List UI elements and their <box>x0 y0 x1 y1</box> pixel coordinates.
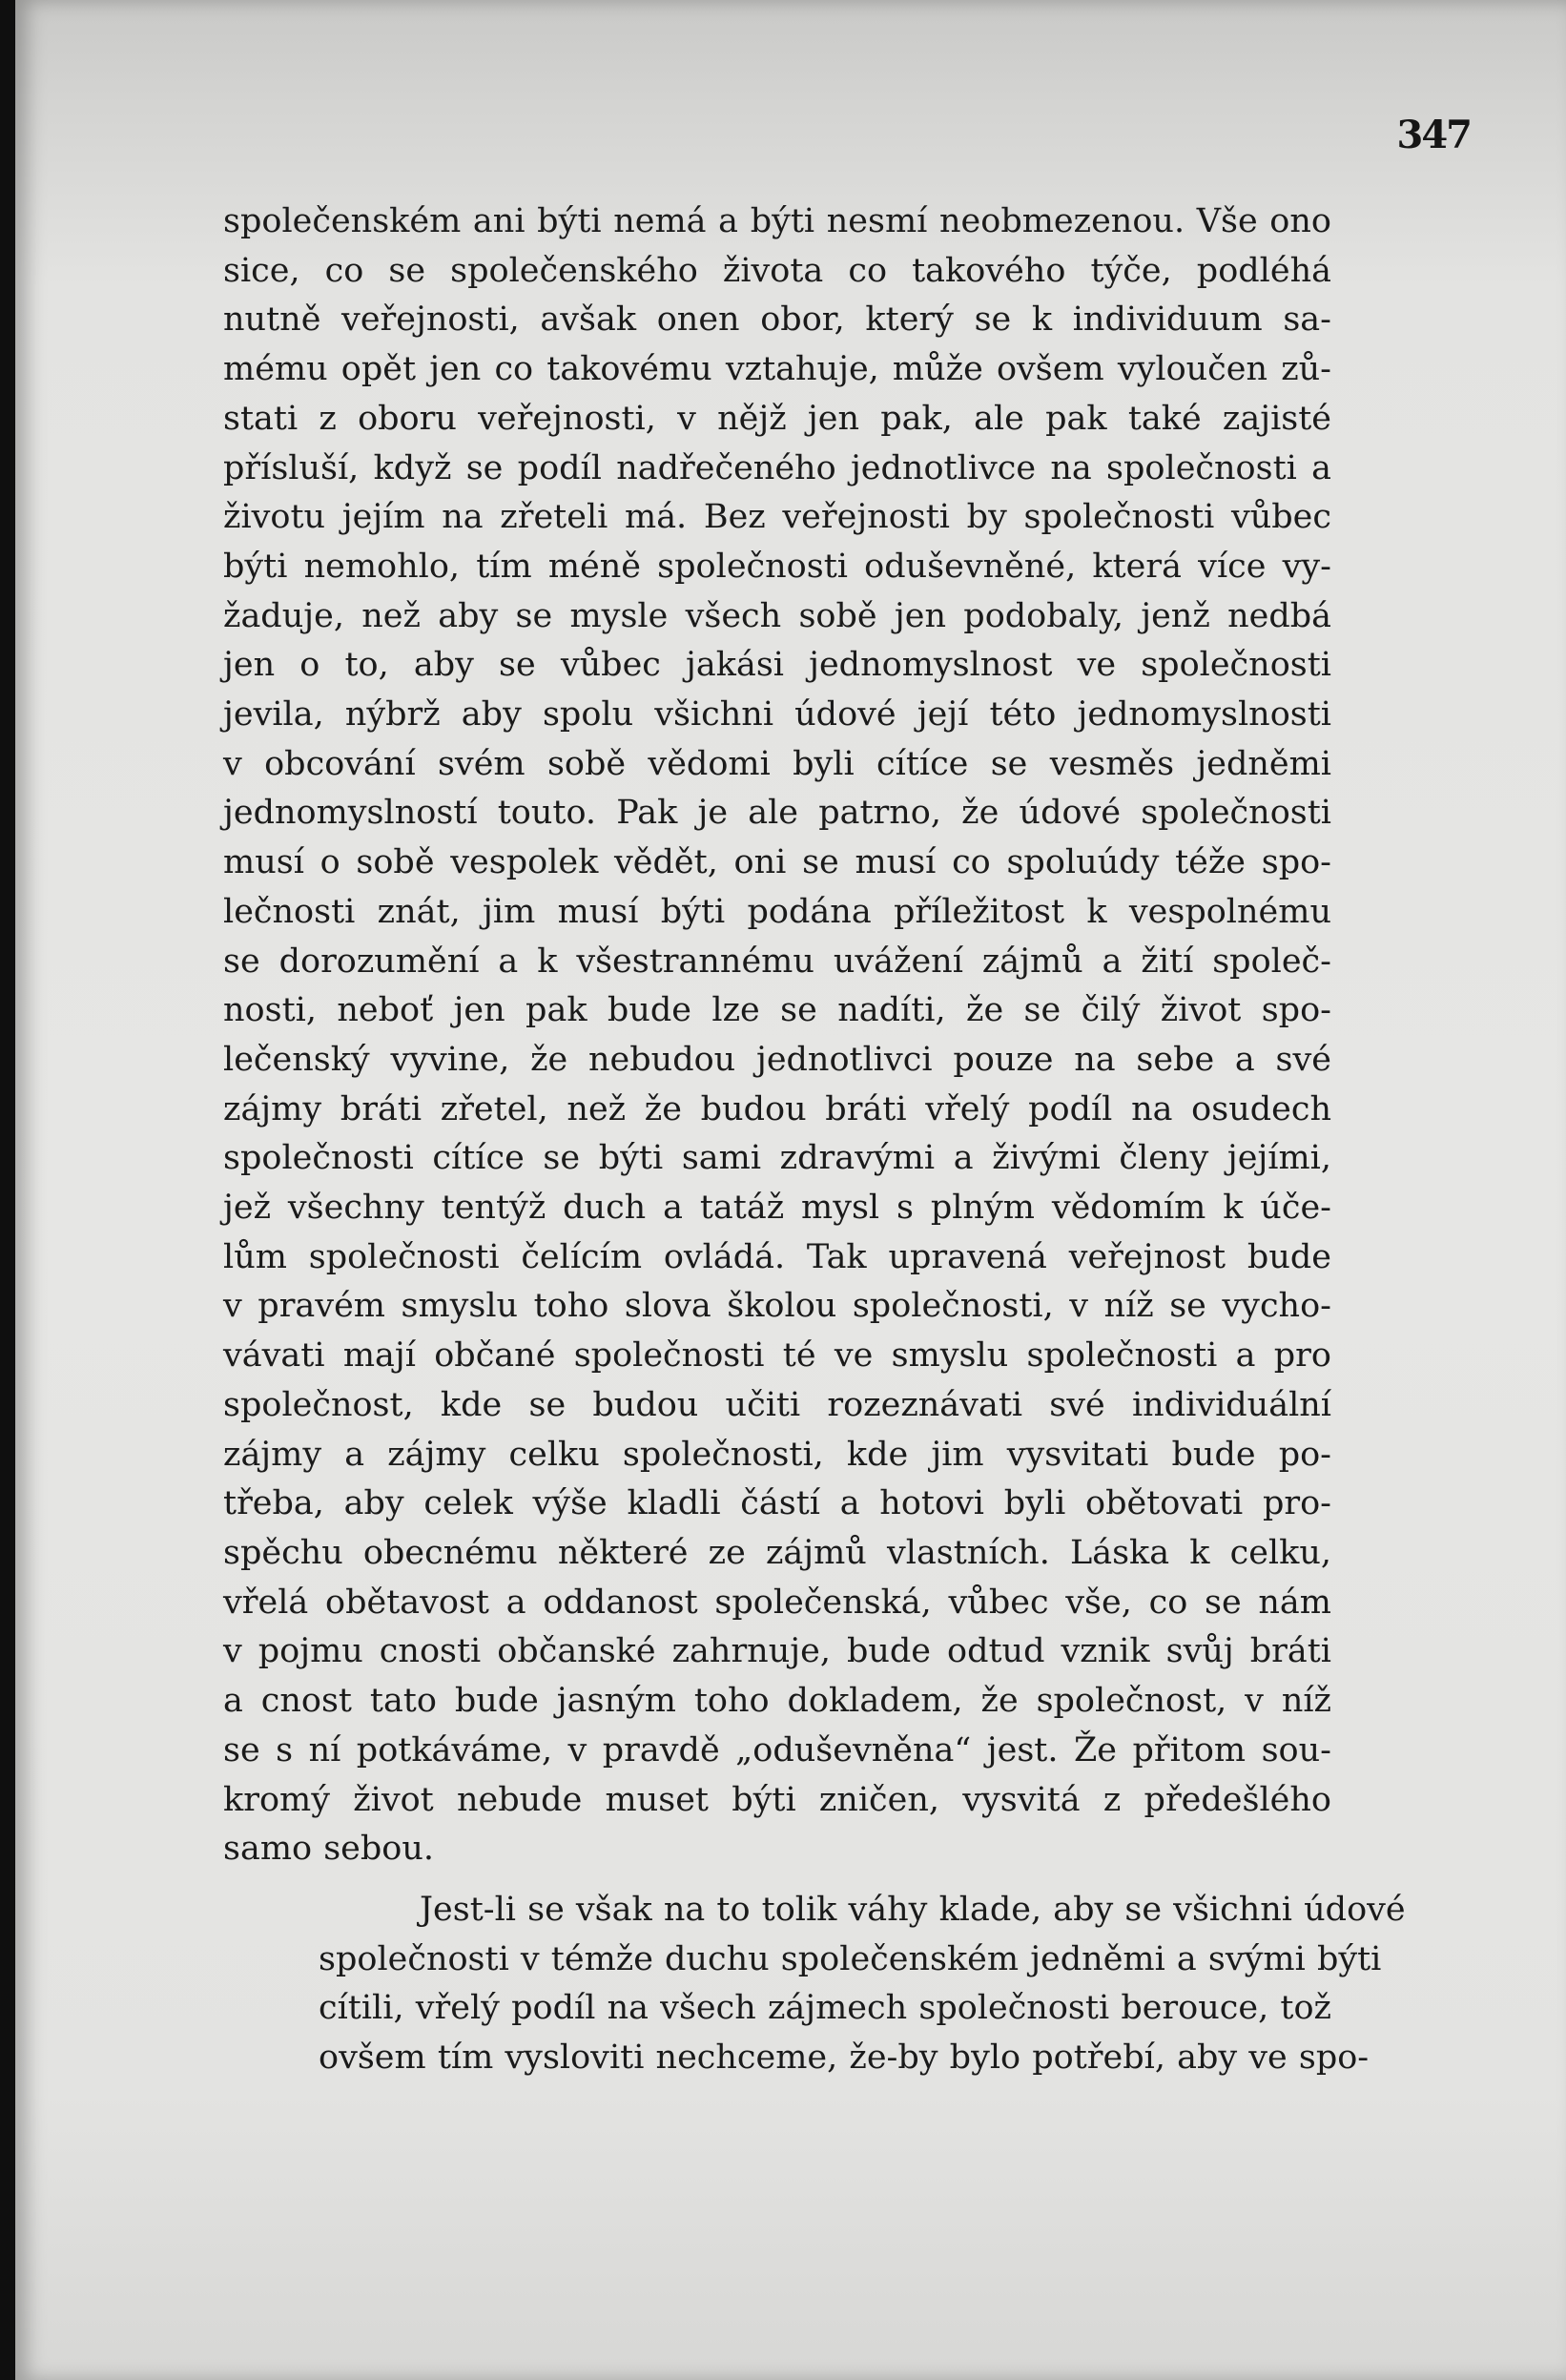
text-line: se s ní potkáváme, v pravdě „oduševněna“ jest. Že přitom sou- <box>223 1730 1331 1769</box>
body-text <box>223 197 1406 2083</box>
text-line: se dorozumění a k všestrannému uvážení zájmů a žití společ- <box>223 942 1331 981</box>
text-line: a cnost tato bude jasným toho dokladem, že společnost, v níž <box>223 1682 1331 1721</box>
text-line: jednomyslností touto. Pak je ale patrno, že údové společnosti <box>223 794 1331 833</box>
text-line: žaduje, než aby se mysle všech sobě jen podobaly, jenž nedbá <box>223 596 1331 635</box>
page-number: 347 <box>1396 113 1471 157</box>
text-line: mému opět jen co takovému vztahuje, může ovšem vyloučen zů- <box>223 350 1331 389</box>
text-line: vřelá obětavost a oddanost společenská, vůbec vše, co se nám <box>223 1583 1331 1622</box>
paragraph <box>223 197 1331 1874</box>
text-line: jež všechny tentýž duch a tatáž mysl s plným vědomím k úče- <box>223 1189 1331 1228</box>
text-line: býti nemohlo, tím méně společnosti oduševněné, která více vy- <box>223 547 1331 586</box>
text-line: společnost, kde se budou učiti rozeznávati své individuální <box>223 1385 1331 1424</box>
text-line: Jest-li se však na to tolik váhy klade, aby se všichni údové <box>420 1890 1406 1929</box>
text-line: musí o sobě vespolek vědět, oni se musí co spoluúdy téže spo- <box>223 843 1331 882</box>
text-line: životu jejím na zřeteli má. Bez veřejnosti by společnosti vůbec <box>223 498 1331 537</box>
text-line: cítili, vřelý podíl na všech zájmech společnosti berouce, tož <box>319 1989 1331 2028</box>
text-line: stati z oboru veřejnosti, v nějž jen pak, ale pak také zajisté <box>223 399 1331 438</box>
scanned-page <box>15 0 1566 2380</box>
text-line: přísluší, když se podíl nadřečeného jednotlivce na společnosti a <box>223 448 1331 487</box>
text-line: nosti, neboť jen pak bude lze se nadíti, že se čilý život spo- <box>223 991 1331 1030</box>
text-line: společenském ani býti nemá a býti nesmí neobmezenou. Vše ono <box>223 202 1331 240</box>
text-line: sice, co se společenského života co takového týče, podléhá <box>223 251 1331 290</box>
paragraph <box>223 1886 1406 2083</box>
text-line: společnosti cítíce se býti sami zdravými a živými členy jejími, <box>223 1139 1331 1178</box>
text-line: v obcování svém sobě vědomi byli cítíce se vesměs jedněmi <box>223 744 1331 783</box>
text-line: společnosti v témže duchu společenském jedněmi a svými býti <box>319 1939 1382 1978</box>
text-line: spěchu obecnému některé ze zájmů vlastních. Láska k celku, <box>223 1533 1331 1572</box>
text-line: samo sebou. <box>223 1830 435 1869</box>
text-line: zájmy bráti zřetel, než že budou bráti vřelý podíl na osudech <box>223 1089 1331 1128</box>
text-line: v pravém smyslu toho slova školou společnosti, v níž se vycho- <box>223 1287 1331 1326</box>
text-line: zájmy a zájmy celku společnosti, kde jim vysvitati bude po- <box>223 1435 1331 1474</box>
text-line: kromý život nebude muset býti zničen, vysvitá z předešlého <box>223 1780 1331 1819</box>
text-line: vávati mají občané společnosti té ve smyslu společnosti a pro <box>223 1336 1331 1376</box>
text-line: lečnosti znát, jim musí býti podána příležitost k vespolnému <box>223 892 1331 931</box>
text-line: jen o to, aby se vůbec jakási jednomyslnost ve společnosti <box>223 646 1331 685</box>
text-line: jevila, nýbrž aby spolu všichni údové její této jednomyslnosti <box>223 695 1331 735</box>
text-line: lečenský vyvine, že nebudou jednotlivci pouze na sebe a své <box>223 1040 1331 1079</box>
text-line: v pojmu cnosti občanské zahrnuje, bude odtud vznik svůj bráti <box>223 1632 1331 1671</box>
text-line: nutně veřejnosti, avšak onen obor, který se k individuum sa- <box>223 300 1331 340</box>
text-line: ovšem tím vysloviti nechceme, že-by bylo potřebí, aby ve spo- <box>319 2039 1370 2078</box>
text-line: lům společnosti čelícím ovládá. Tak upravená veřejnost bude <box>223 1237 1331 1276</box>
text-line: třeba, aby celek výše kladli částí a hotovi byli obětovati pro- <box>223 1484 1331 1523</box>
